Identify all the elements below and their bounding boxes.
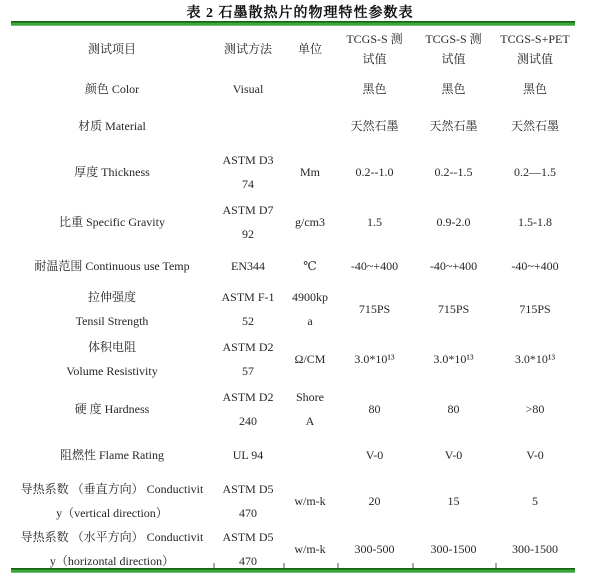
table-cell	[412, 285, 495, 333]
cell-text-line: 拉伸强度	[87, 290, 136, 304]
cell-text-line: Ω/CM	[294, 352, 326, 366]
table-row	[11, 433, 575, 477]
cell-text-line: 470	[239, 506, 257, 520]
cell-text-line: 470	[239, 554, 257, 568]
cell-text-line: 测试方法	[223, 42, 272, 56]
cell-text-line: 黑色	[522, 82, 547, 96]
cell-text-line: 80	[368, 402, 381, 416]
cell-text-line: 阻燃性 Flame Rating	[60, 448, 164, 462]
table-cell	[412, 106, 495, 146]
cell-text-line: 715PS	[437, 302, 470, 316]
table-cell	[213, 72, 283, 106]
table-cell	[213, 246, 283, 285]
cell-text-line: 0.2--1.5	[434, 165, 473, 179]
cell-text-line: 耐温范围 Continuous use Temp	[34, 258, 190, 273]
table-cell	[495, 385, 575, 433]
table-row	[11, 285, 575, 333]
table-cell	[213, 385, 283, 433]
table-cell	[337, 146, 412, 198]
table-cell	[283, 72, 337, 106]
table-cell	[337, 198, 412, 246]
table-cell	[337, 477, 412, 525]
cell-text-line: a	[307, 314, 313, 328]
table-cell	[495, 285, 575, 333]
cell-text-line: 硬 度 Hardness	[74, 402, 150, 416]
table-row	[11, 146, 575, 198]
table-cell	[337, 385, 412, 433]
table-cell	[283, 477, 337, 525]
table-cell	[213, 198, 283, 246]
header-cell	[11, 26, 213, 72]
cell-text-line: 20	[368, 494, 381, 508]
cell-text-line: 厚度 Thickness	[74, 165, 150, 179]
cell-text-line: 80	[447, 402, 460, 416]
table-cell	[11, 198, 213, 246]
table-cell	[412, 385, 495, 433]
table-cell	[11, 477, 213, 525]
cell-text-line: 5	[532, 494, 538, 508]
table-cell	[283, 285, 337, 333]
table-cell	[412, 246, 495, 285]
cell-text-line: TCGS-S 测	[346, 32, 403, 46]
cell-text-line: ASTM D7	[222, 203, 274, 217]
table-row	[11, 333, 575, 385]
table-cell	[283, 146, 337, 198]
cell-text-line: ASTM F-1	[221, 290, 275, 304]
cell-text-line: 单位	[297, 42, 322, 56]
cell-text-line: 颜色 Color	[84, 82, 140, 96]
cell-text-line: 比重 Specific Gravity	[59, 215, 165, 229]
cell-text-line: 3.0*10¹³	[354, 352, 395, 366]
table-cell	[495, 525, 575, 573]
cell-text-line: ASTM D3	[222, 153, 274, 167]
cell-text-line: TCGS-S 测	[425, 32, 482, 46]
cell-text-line: 0.9-2.0	[436, 215, 471, 229]
header-cell	[337, 26, 412, 72]
cell-text-line: 715PS	[358, 302, 391, 316]
cell-text-line: 715PS	[519, 302, 551, 316]
cell-text-line: 1.5	[367, 215, 382, 229]
cell-text-line: 0.2--1.0	[355, 165, 394, 179]
cell-text-line: 试值	[362, 52, 387, 66]
table-cell	[11, 106, 213, 146]
table-cell	[337, 525, 412, 573]
table-row	[11, 525, 575, 573]
cell-text-line: y（horizontal direction）	[49, 554, 175, 568]
table-row	[11, 246, 575, 285]
cell-text-line: A	[305, 414, 315, 428]
table-cell	[213, 285, 283, 333]
cell-text-line: Tensil Strength	[75, 314, 149, 328]
header-cell	[213, 26, 283, 72]
cell-text-line: V-0	[365, 448, 384, 462]
table-cell	[11, 72, 213, 106]
table-cell	[213, 477, 283, 525]
table-cell	[213, 433, 283, 477]
table-cell	[283, 525, 337, 573]
cell-text-line: V-0	[444, 448, 463, 462]
table-cell	[337, 333, 412, 385]
table-cell	[495, 477, 575, 525]
table-cell	[11, 525, 213, 573]
header-cell	[283, 26, 337, 72]
cell-text-line: -40~+400	[511, 258, 559, 273]
header-cell	[412, 26, 495, 72]
table-cell	[283, 333, 337, 385]
cell-text-line: w/m-k	[294, 542, 326, 556]
cell-text-line: -40~+400	[350, 258, 399, 273]
table-cell	[11, 433, 213, 477]
table-cell	[283, 198, 337, 246]
cell-text-line: 4900kp	[292, 290, 328, 304]
cell-text-line: 240	[239, 414, 257, 428]
cell-text-line: 3.0*10¹³	[514, 352, 556, 366]
table-cell	[337, 106, 412, 146]
cell-text-line: UL 94	[232, 448, 264, 462]
cell-text-line: 15	[447, 494, 460, 508]
cell-text-line: 体积电阻	[87, 340, 136, 354]
table-cell	[495, 246, 575, 285]
cell-text-line: 天然石墨	[429, 119, 478, 133]
table-cell	[495, 146, 575, 198]
physical-properties-table	[11, 26, 575, 573]
cell-text-line: ASTM D2	[222, 390, 274, 404]
cell-text-line: 天然石墨	[510, 119, 559, 133]
table-cell	[213, 525, 283, 573]
table-cell	[412, 72, 495, 106]
cell-text-line: ℃	[303, 258, 317, 273]
cell-text-line: 52	[242, 314, 254, 328]
cell-text-line: 导热系数 （垂直方向） Conductivit	[20, 482, 204, 496]
table-cell	[495, 72, 575, 106]
cell-text-line: ASTM D2	[222, 340, 274, 354]
cell-text-line: 57	[242, 364, 254, 378]
table-cell	[495, 433, 575, 477]
table-row	[11, 198, 575, 246]
cell-text-line: -40~+400	[429, 258, 478, 273]
cell-text-line: >80	[525, 402, 545, 416]
header-cell	[495, 26, 575, 72]
table-cell	[11, 385, 213, 433]
table-cell	[495, 333, 575, 385]
table-cell	[283, 385, 337, 433]
table-cell	[283, 433, 337, 477]
cell-text-line: ASTM D5	[222, 530, 274, 544]
cell-text-line: TCGS-S+PET	[500, 32, 570, 46]
cell-text-line: 黑色	[441, 82, 466, 96]
cell-text-line: Volume Resistivity	[66, 364, 158, 378]
table-cell	[495, 198, 575, 246]
table-cell	[337, 433, 412, 477]
table-cell	[337, 246, 412, 285]
table-row	[11, 477, 575, 525]
cell-text-line: 0.2—1.5	[514, 165, 556, 179]
cell-text-line: 天然石墨	[350, 119, 399, 133]
cell-text-line: 300-500	[354, 542, 395, 556]
table-cell	[11, 146, 213, 198]
bottom-rule	[11, 568, 575, 573]
cell-text-line: 3.0*10¹³	[433, 352, 474, 366]
cell-text-line: 1.5-1.8	[518, 215, 552, 229]
table-cell	[412, 525, 495, 573]
cell-text-line: 74	[242, 177, 254, 191]
table-title: 表 2 石墨散热片的物理特性参数表	[186, 6, 414, 21]
cell-text-line: 92	[242, 227, 254, 241]
table-header-row	[11, 26, 575, 72]
table-cell	[495, 106, 575, 146]
cell-text-line: 黑色	[362, 82, 387, 96]
table-cell	[283, 246, 337, 285]
table-cell	[213, 333, 283, 385]
table-cell	[337, 285, 412, 333]
cell-text-line: 试值	[441, 52, 466, 66]
table-body	[11, 72, 575, 573]
table-cell	[11, 333, 213, 385]
table-cell	[412, 477, 495, 525]
cell-text-line: 300-1500	[430, 542, 477, 556]
cell-text-line: 测试项目	[87, 42, 136, 56]
cell-text-line: EN344	[231, 258, 265, 273]
table-cell	[11, 285, 213, 333]
cell-text-line: V-0	[526, 448, 544, 462]
table-row	[11, 385, 575, 433]
cell-text-line: 测试值	[516, 52, 553, 66]
table-cell	[412, 433, 495, 477]
table-cell	[283, 106, 337, 146]
table-cell	[412, 146, 495, 198]
cell-text-line: ASTM D5	[222, 482, 274, 496]
cell-text-line: y（vertical direction）	[56, 506, 168, 520]
table-cell	[213, 106, 283, 146]
cell-text-line: Shore	[296, 390, 324, 404]
table-cell	[213, 146, 283, 198]
cell-text-line: Visual	[232, 82, 264, 96]
cell-text-line: Mm	[299, 165, 320, 179]
table-cell	[412, 333, 495, 385]
table-cell	[337, 72, 412, 106]
cell-text-line: w/m-k	[294, 494, 326, 508]
cell-text-line: 导热系数 （水平方向） Conductivit	[20, 530, 204, 544]
table-row	[11, 106, 575, 146]
cell-text-line: 300-1500	[512, 542, 558, 556]
cell-text-line: g/cm3	[295, 215, 325, 229]
table-cell	[11, 246, 213, 285]
cell-text-line: 材质 Material	[78, 119, 146, 133]
table-cell	[412, 198, 495, 246]
table-row	[11, 72, 575, 106]
